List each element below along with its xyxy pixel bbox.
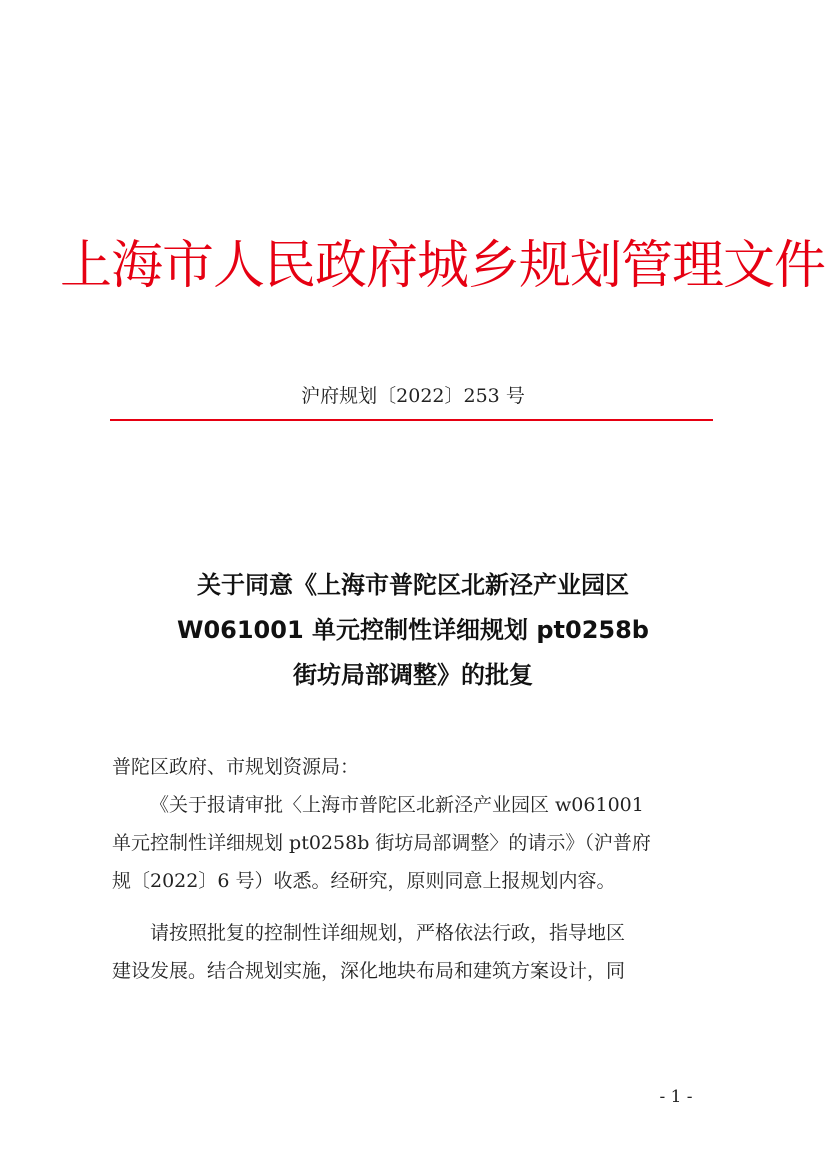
red-divider-line	[110, 419, 713, 421]
subject-line: W061001 单元控制性详细规划 pt0258b	[176, 616, 649, 644]
paragraph-line: 规〔2022〕6 号）收悉。经研究，原则同意上报规划内容。	[112, 870, 616, 892]
document-subject	[80, 563, 746, 698]
document-body	[112, 748, 715, 990]
document-number: 沪府规划〔2022〕253 号	[301, 385, 525, 407]
paragraph-line: 请按照批复的控制性详细规划，严格依法行政，指导地区	[150, 922, 626, 944]
page-number: - 1 -	[659, 1087, 693, 1107]
subject-line: 街坊局部调整》的批复	[293, 661, 533, 689]
paragraph-line: 单元控制性详细规划 pt0258b 街坊局部调整〉的请示》（沪普府	[112, 832, 651, 854]
subject-line: 关于同意《上海市普陀区北新泾产业园区	[197, 571, 629, 599]
addressee: 普陀区政府、市规划资源局：	[112, 756, 360, 778]
paragraph-line: 《关于报请审批〈上海市普陀区北新泾产业园区 w061001	[150, 794, 644, 816]
paragraph-line: 建设发展。结合规划实施，深化地块布局和建筑方案设计，同	[112, 960, 626, 982]
document-header-title: 上海市人民政府城乡规划管理文件	[60, 236, 826, 296]
